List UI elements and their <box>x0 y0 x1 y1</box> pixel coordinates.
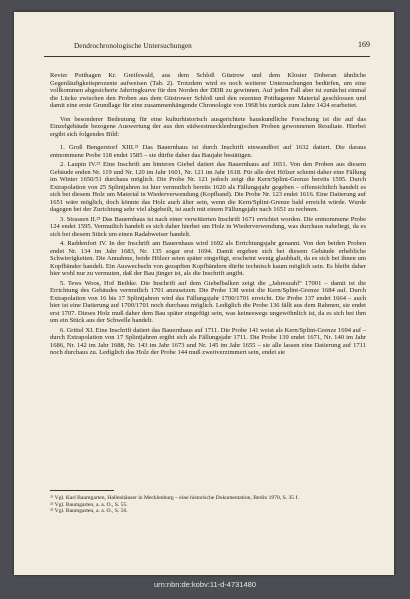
list-item: 6. Grittel XI. Eine Inschrift datiert das Bauernhaus auf 1711. Die Probe 141 weist als Kern/Splint-Grenze 1694 auf – durch Extrapolation von 17 Splintjahren ergibt sich als Fällungsjahr 1711. Die Probe 139 endet 1671, Nr. 140 im Jahr 1686, Nr. 142 im Jahr 1688, Nr. 143 im Jahr 1673 und Nr. 145 im Jahr 1655 – sie alle lassen eine Datierung auf 1711 noch durchaus zu. Lediglich das Holz der Probe 144 muß zweitverzimmert sein, endet sie <box>50 326 366 356</box>
paragraph: Von besonderer Bedeutung für eine kulturhistorisch ausgerichtete hauskundliche Forschung ist die auf das Einzelgebäude bezogene Auswertung der aus den südwestmecklenburgischen Proben gewonnenen Resultate. Hierbei ergibt sich folgendes Bild: <box>50 115 366 138</box>
list-item: 3. Strassen II.²³ Das Bauernhaus ist nach einer verwitterten Inschrift 1671 errichtet worden. Die entnommene Probe 124 endet 1595. Vermutlich handelt es sich daher hierbei um Holz in Wiederverwendung, was durchaus naheliegt, da es sich bei diesem Stück um einen Radabweiser handelt. <box>50 215 366 238</box>
header-rule <box>44 56 370 57</box>
running-title: Dendrochronologische Untersuchungen <box>74 42 192 50</box>
page-number: 169 <box>358 40 370 49</box>
list-item: 5. Tews Woos, Hof Bethke. Die Inschrift auf dem Giebelbalken zeigt die „Jahreszahl“ 17001 – damit ist die Errichtung des Gebäudes vermutlich 1701 anzusetzen. Die Probe 138 weist die Kern/Splint-Grenze 1684 auf. Durch Extrapolation von 16 bis 17 Splintjahren wird das Fällungsjahr 1700/1701 erreicht. Die Probe 137 endet 1664 – auch hier ist eine Datierung auf 1700/1701 noch durchaus möglich. Lediglich die Probe 136 fällt aus dem Rahmen, sie endet erst 1707. Dieses Holz muß daher dem Bau später eingefügt sein, was keineswegs ungewöhnlich ist, da es sich bei ihm um ein Stück aus der Schwelle handelt. <box>50 279 366 324</box>
footnote: ²² Vgl. Baumgarten, a. a. O., S. 55. <box>50 501 128 508</box>
footnote: ²¹ Vgl. Karl Baumgarten, Hallenhäuser in Mecklenburg – eine historische Dokumentation, Berlin 1970, S. 35 f. <box>50 495 299 501</box>
scan-urn-stamp: urn:nbn:de:kobv:11-d-4731480 <box>153 580 257 589</box>
paragraph: Revier Potthagen Kr. Greifswald, aus dem Schloß Güstrow und dem Kloster Doberan ähnliche Gegenläufigkeitsprozente aufweisen (Tab. 2). Trotzdem wird es noch weiterer Untersuchungen bedürfen, um eine vollkommen abgesicherte Jahrringkurve für den Norden der DDR zu gewinnen. Auf jeden Fall aber ist zunächst einmal die Lücke zwischen den Proben aus dem Güstrower Schloß und den rezenten Potthagener Material geschlossen und damit eine erste Grundlage für eine zusammenhängende Chronologie von 1968 bis zurück zum Jahre 1424 erarbeitet. <box>50 72 366 109</box>
findings-list <box>50 144 366 357</box>
body-text <box>50 72 366 359</box>
footnote-rule <box>50 490 114 491</box>
footnotes <box>50 495 366 515</box>
document-page <box>14 12 394 575</box>
list-item: 2. Laupin IV.²² Eine Inschrift am hinteren Giebel datiert das Bauernhaus auf 1651. Von den Proben aus diesem Gebäude enden Nr. 119 und Nr. 120 im Jahr 1601, Nr. 121 im Jahr 1618. Für alle drei Hölzer scheint daher eine Fällung im Winter 1650/51 durchaus möglich. Die Probe Nr. 121 jedoch zeigt die Kern/Splint-Grenze bereits 1595. Durch Extrapolation von 25 Splintjahren ist hier vermutlich bereits 1620 als Fällungsjahr gegeben – offensichtlich handelt es sich bei diesem Holz um Material in Wiederverwendung (Kopfband). Die Probe Nr. 123 endet 1616. Eine Datierung auf 1651 wäre möglich, doch könnte das Holz auch älter sein, wenn die Kern/Splint-Grenze bald erreicht würde. Wurde dagegen bei der Zurichtung sehr viel abgebeilt, ist auch mit einem Fällungsjahr nach 1651 zu rechnen. <box>50 161 366 213</box>
list-item: 4. Raddenfort IV. In der Inschrift am Bauernhaus wird 1692 als Errichtungsjahr genannt. Von den beiden Proben endet Nr. 134 im Jahr 1683, Nr. 135 sogar erst 1694. Damit ergeben sich bei diesem Gebäude erhebliche Schwierigkeiten. Die Annahme, beide Hölzer seien später eingefügt, erscheint wenig glaubhaft, da es sich bei ihnen um Kopfbänder handelt. Ein Auswechseln von gezapften Kopfbändern dürfte technisch kaum möglich sein. Es bleibt daher hier wohl nur zu vermuten, daß der Bau jünger ist, als die Inschrift angibt. <box>50 240 366 277</box>
page-header <box>44 40 370 54</box>
list-item: 1. Groß Bengerstorf XIII.²¹ Das Bauernhaus ist durch Inschrift einwandfrei auf 1632 datiert. Die daraus entnommene Probe 118 endet 1585 – sie dürfte daher das Baujahr bestätigen. <box>50 144 366 159</box>
footnote: ²³ Vgl. Baumgarten, a. a. O., S. 56. <box>50 508 128 515</box>
